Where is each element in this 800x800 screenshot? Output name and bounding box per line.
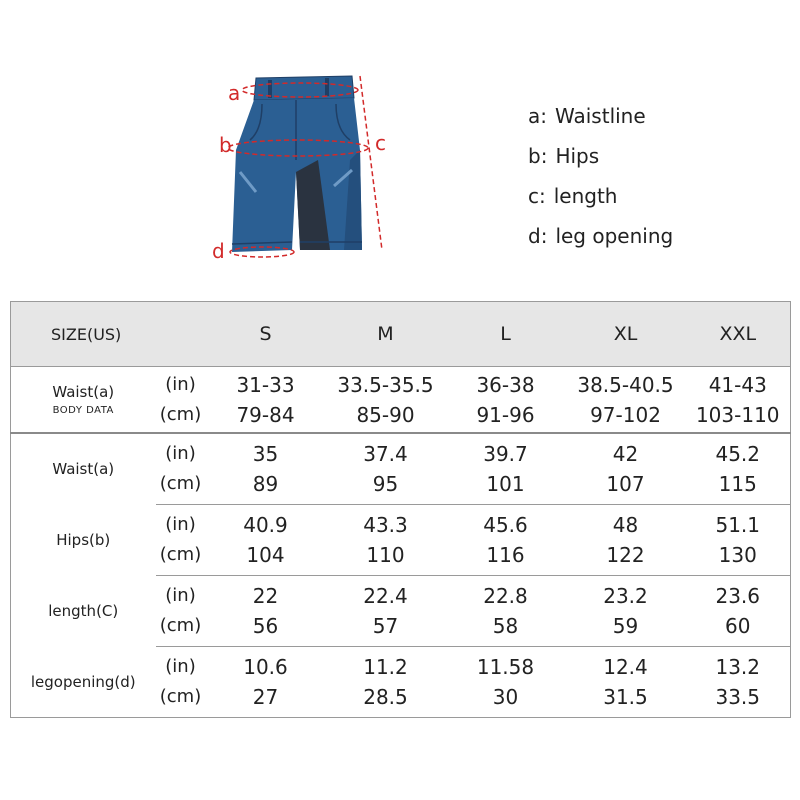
table-cell: 45.6 116 — [446, 505, 566, 576]
measurement-legend — [528, 104, 673, 264]
marker-b: b — [219, 133, 232, 157]
table-row-hips — [11, 505, 791, 576]
table-cell: 33.5-35.5 85-90 — [326, 367, 446, 434]
legend-item-waistline — [528, 104, 673, 144]
shorts-illustration — [0, 0, 800, 290]
table-row-waist — [11, 433, 791, 505]
table-cell: 23.2 59 — [566, 576, 686, 647]
legend-key: a: — [528, 104, 547, 128]
row-label: Hips(b) — [56, 531, 111, 549]
table-cell: 22 56 — [206, 576, 326, 647]
legend-item-leg-opening — [528, 224, 673, 264]
legend-name: leg opening — [555, 224, 674, 248]
body-unit-cell — [156, 367, 206, 434]
table-cell: 10.6 27 — [206, 647, 326, 718]
table-cell: 31-33 79-84 — [206, 367, 326, 434]
unit-cell: (in) (cm) — [156, 647, 206, 718]
table-cell: 41-43 103-110 — [686, 367, 791, 434]
marker-c: c — [375, 131, 386, 155]
table-cell: 13.2 33.5 — [686, 647, 791, 718]
table-cell: 42 107 — [566, 433, 686, 505]
unit-in: (in) — [165, 373, 196, 395]
table-header-row — [11, 302, 791, 367]
body-data-sublabel: BODY DATA — [52, 405, 114, 416]
legend-item-length — [528, 184, 673, 224]
legend-name: length — [553, 184, 618, 208]
marker-d: d — [212, 239, 225, 263]
row-label: Waist(a) — [11, 433, 156, 505]
legend-key: b: — [528, 144, 548, 168]
table-cell: 39.7 101 — [446, 433, 566, 505]
body-data-row — [11, 367, 791, 434]
table-cell: 22.4 57 — [326, 576, 446, 647]
table-cell: 38.5-40.5 97-102 — [566, 367, 686, 434]
shorts-image — [232, 76, 362, 252]
table-cell: 51.1 130 — [686, 505, 791, 576]
legend-name: Waistline — [555, 104, 646, 128]
legend-key: c: — [528, 184, 546, 208]
legend-key: d: — [528, 224, 548, 248]
size-us-label: SIZE(US) — [11, 302, 156, 367]
table-cell: 11.2 28.5 — [326, 647, 446, 718]
table-cell: 12.4 31.5 — [566, 647, 686, 718]
row-label: legopening(d) — [30, 672, 136, 691]
table-cell: 35 89 — [206, 433, 326, 505]
table-cell: 37.4 95 — [326, 433, 446, 505]
size-xl-header: XL — [566, 302, 686, 367]
size-s-header: S — [206, 302, 326, 367]
unit-cell: (in) (cm) — [156, 505, 206, 576]
table-cell: 40.9 104 — [206, 505, 326, 576]
table-row-leg-opening — [11, 647, 791, 718]
unit-cell: (in) (cm) — [156, 433, 206, 505]
table-cell: 48 122 — [566, 505, 686, 576]
body-data-label — [11, 367, 156, 434]
table-cell: 45.2 115 — [686, 433, 791, 505]
row-label: length(C) — [48, 602, 119, 620]
body-waist-label: Waist(a) — [52, 383, 115, 401]
table-cell: 43.3 110 — [326, 505, 446, 576]
table-cell: 22.8 58 — [446, 576, 566, 647]
header-unit-spacer — [156, 302, 206, 367]
size-l-header: L — [446, 302, 566, 367]
legend-item-hips — [528, 144, 673, 184]
unit-cm: (cm) — [159, 403, 202, 425]
unit-cell: (in) (cm) — [156, 576, 206, 647]
size-chart-table — [10, 301, 791, 718]
table-cell: 36-38 91-96 — [446, 367, 566, 434]
legend-name: Hips — [555, 144, 600, 168]
table-row-length — [11, 576, 791, 647]
size-m-header: M — [326, 302, 446, 367]
table-cell: 11.58 30 — [446, 647, 566, 718]
table-cell: 23.6 60 — [686, 576, 791, 647]
marker-a: a — [228, 81, 241, 105]
size-xxl-header: XXL — [686, 302, 791, 367]
